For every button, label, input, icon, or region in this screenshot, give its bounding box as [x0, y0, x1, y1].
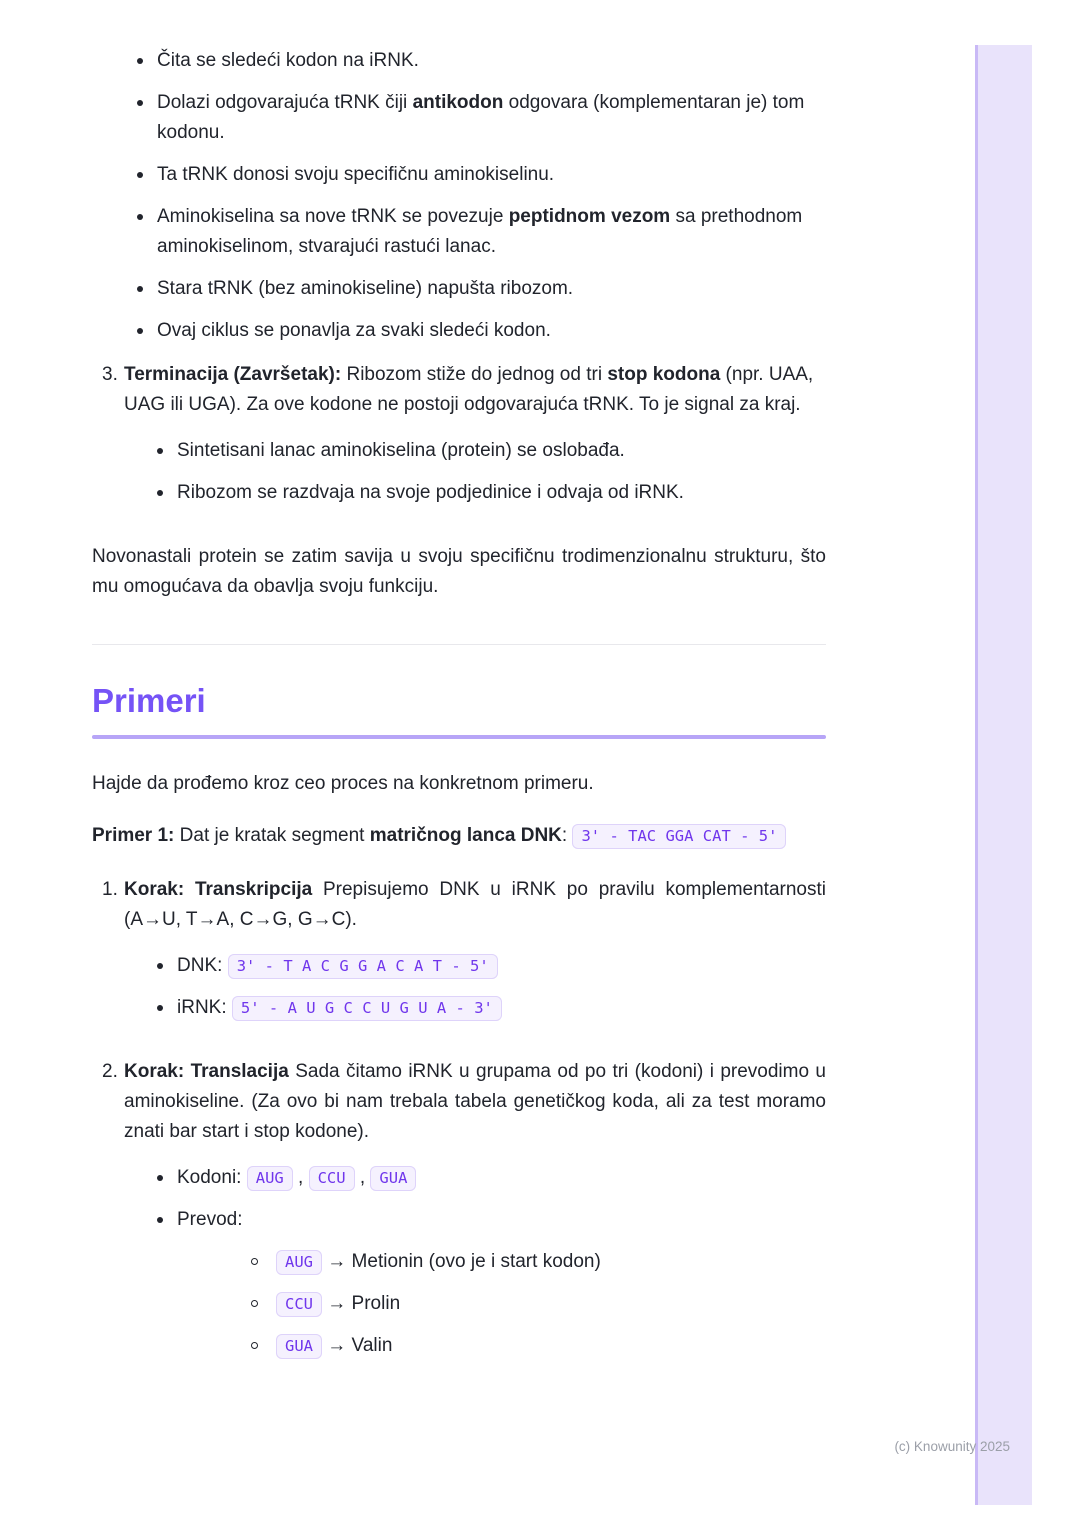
- bullet-list-terminacija: [124, 436, 826, 508]
- text-run: Sintetisani lanac aminokiselina (protein) se oslobađa.: [177, 440, 625, 461]
- list-item: [92, 274, 826, 304]
- code-chip: GUA: [276, 1334, 322, 1359]
- list-item: [92, 202, 826, 262]
- bold-text: Korak: Translacija: [124, 1061, 289, 1082]
- numbered-item-terminacija: [92, 360, 826, 520]
- list-number: 2.: [102, 1061, 118, 1082]
- circle-bullet-icon: [251, 1300, 258, 1307]
- numbered-item-body: [124, 360, 826, 520]
- bold-text: Korak: Transkripcija: [124, 879, 313, 900]
- bullet-icon: [157, 1175, 163, 1181]
- numbered-item-text: [124, 1057, 826, 1147]
- list-number: 1.: [102, 879, 118, 900]
- list-item-text: [177, 1205, 826, 1373]
- code-chip: 5' - A U G C C U G U A - 3': [232, 996, 502, 1021]
- text-run: ,: [354, 1167, 371, 1188]
- list-item-text: [157, 88, 826, 148]
- bold-text: stop kodona: [607, 364, 721, 385]
- code-chip: 3' - T A C G G A C A T - 5': [228, 954, 498, 979]
- list-item-text: [157, 202, 826, 262]
- list-item: [124, 993, 826, 1023]
- page-edge-strip: [975, 45, 1032, 1505]
- text-run: Prevod:: [177, 1209, 243, 1230]
- text-run: DNK:: [177, 955, 228, 976]
- code-chip: 3' - TAC GGA CAT - 5': [572, 824, 786, 849]
- list-item: [124, 436, 826, 466]
- intro-paragraph: Hajde da prođemo kroz ceo proces na konkretnom primeru.: [92, 773, 594, 794]
- list-item: [124, 951, 826, 981]
- text-run: Dat je kratak segment: [174, 825, 370, 846]
- list-item: [92, 46, 826, 76]
- text-run: odgovara (komplementaran je) tom kodonu.: [157, 92, 805, 143]
- bold-text: peptidnom vezom: [508, 206, 671, 227]
- bold-text: antikodon: [412, 92, 504, 113]
- bullet-icon: [157, 490, 163, 496]
- bullet-icon: [137, 100, 143, 106]
- text-run: Stara tRNK (bez aminokiseline) napušta ribozom.: [157, 278, 574, 299]
- circle-bullet-icon: [251, 1258, 258, 1265]
- numbered-item-body: [124, 875, 826, 1035]
- list-item-text: [276, 1331, 826, 1361]
- text-run: Ta tRNK donosi svoju specifičnu aminokiselinu.: [157, 164, 555, 185]
- list-item: [124, 1163, 826, 1193]
- bullet-icon: [157, 1217, 163, 1223]
- text-run: Kodoni:: [177, 1167, 247, 1188]
- text-run: Aminokiselina sa nove tRNK se povezuje: [157, 206, 509, 227]
- text-run: Ovaj ciklus se ponavlja za svaki sledeći kodon.: [157, 320, 551, 341]
- bullet-icon: [137, 58, 143, 64]
- list-number: 3.: [102, 364, 118, 385]
- text-run: sa prethodnom aminokiselinom, stvarajući rastući lanac.: [157, 206, 803, 257]
- text-run: Dolazi odgovarajuća tRNK čiji: [157, 92, 413, 113]
- text-run: Čita se sledeći kodon na iRNK.: [157, 50, 419, 71]
- code-chip: AUG: [276, 1250, 322, 1275]
- list-item: [177, 1289, 826, 1319]
- list-item: [92, 160, 826, 190]
- code-chip: AUG: [247, 1166, 293, 1191]
- copyright-footer: (c) Knowunity 2025: [894, 1439, 1010, 1454]
- text-run: → Metionin (ovo je i start kodon): [322, 1251, 601, 1272]
- bold-text: Terminacija (Završetak):: [124, 364, 342, 385]
- numbered-item-body: [124, 1057, 826, 1385]
- list-item: [177, 1331, 826, 1361]
- list-item-text: [177, 436, 826, 466]
- text-run: Prepisujemo DNK u iRNK po pravilu komplementarnosti (A→U, T→A, C→G, G→C).: [124, 879, 826, 930]
- closing-paragraph: Novonastali protein se zatim savija u svoju specifičnu trodimenzionalnu strukturu, što mu omogućava da obavlja svoju funkciju.: [92, 546, 826, 597]
- text-run: ,: [292, 1167, 309, 1188]
- numbered-item-korak-2: [92, 1057, 826, 1385]
- text-run: (npr. UAA, UAG ili UGA). Za ove kodone ne postoji odgovarajuća tRNK. To je signal za kraj.: [124, 364, 814, 415]
- steps-list: [92, 875, 826, 1385]
- code-chip: CCU: [309, 1166, 355, 1191]
- numbered-item-text: [124, 360, 826, 420]
- bullet-icon: [137, 286, 143, 292]
- code-chip: CCU: [276, 1292, 322, 1317]
- prevod-label: [177, 1205, 826, 1235]
- list-item: [92, 88, 826, 148]
- list-item-text: [177, 993, 826, 1023]
- text-run: Sada čitamo iRNK u grupama od po tri (kodoni) i prevodimo u aminokiseline. (Za ovo bi nam trebala tabela genetičkog koda, ali za test moramo znati bar start i stop kodone).: [124, 1061, 826, 1142]
- bullet-icon: [137, 214, 143, 220]
- divider: [92, 644, 826, 645]
- list-item-text: [177, 1163, 826, 1193]
- code-chip: GUA: [370, 1166, 416, 1191]
- bullet-icon: [157, 448, 163, 454]
- text-run: Ribozom se razdvaja na svoje podjedinice i odvaja od iRNK.: [177, 482, 684, 503]
- list-item: [124, 1205, 826, 1373]
- bullet-icon: [157, 963, 163, 969]
- list-item-text: [276, 1289, 826, 1319]
- bold-text: Primer 1:: [92, 825, 175, 846]
- bullet-icon: [157, 1005, 163, 1011]
- list-item-text: [177, 951, 826, 981]
- list-item: [92, 316, 826, 346]
- list-item-text: [157, 274, 826, 304]
- text-run: :: [561, 825, 573, 846]
- section-heading: Primeri: [92, 682, 206, 719]
- list-item-text: [157, 160, 826, 190]
- heading-underline: [92, 735, 826, 739]
- list-item-text: [177, 478, 826, 508]
- list-item: [177, 1247, 826, 1277]
- list-item-text: [157, 46, 826, 76]
- bullet-icon: [137, 328, 143, 334]
- numbered-item-korak-1: [92, 875, 826, 1035]
- translation-list: [177, 1247, 826, 1361]
- numbered-item-text: [124, 875, 826, 935]
- text-run: Ribozom stiže do jednog od tri: [341, 364, 608, 385]
- list-item-text: [157, 316, 826, 346]
- example-intro: [92, 821, 826, 851]
- bold-text: matričnog lanca DNK: [369, 825, 562, 846]
- bullet-list-top: [92, 46, 826, 346]
- text-run: → Prolin: [322, 1293, 401, 1314]
- list-item: [124, 478, 826, 508]
- text-run: → Valin: [322, 1335, 393, 1356]
- bullet-list-korak-1: [124, 951, 826, 1023]
- circle-bullet-icon: [251, 1342, 258, 1349]
- bullet-icon: [137, 172, 143, 178]
- document-content: [92, 46, 826, 1407]
- list-item-text: [276, 1247, 826, 1277]
- bullet-list-korak-2: [124, 1163, 826, 1373]
- text-run: iRNK:: [177, 997, 232, 1018]
